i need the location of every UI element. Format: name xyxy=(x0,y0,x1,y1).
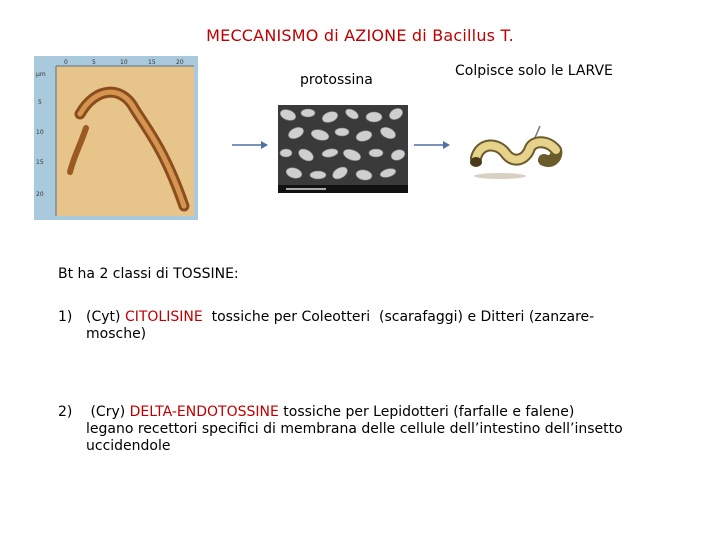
item-text: tossiche per Coleotteri (scarafaggi) e Ditteri (zanzare- xyxy=(202,309,595,325)
toxin-name: CITOLISINE xyxy=(124,309,203,325)
scale-tick: 20 xyxy=(36,191,44,198)
arrow-right-icon xyxy=(414,138,450,152)
item-prefix: (Cry) xyxy=(86,404,130,420)
item-prefix: (Cyt) xyxy=(86,309,125,325)
scale-tick: 15 xyxy=(148,59,156,66)
item-text: tossiche per Lepidotteri (farfalle e falene) xyxy=(278,404,575,420)
scale-tick: 0 xyxy=(64,59,68,66)
larve-label: Colpisce solo le LARVE xyxy=(455,63,613,79)
scale-tick: 15 xyxy=(36,159,44,166)
list-item xyxy=(58,309,658,343)
item-number: 1) xyxy=(58,309,73,325)
scale-tick: 10 xyxy=(120,59,128,66)
item-continuation: legano recettori specifici di membrana delle cellule dell’intestino dell’insetto xyxy=(86,421,623,437)
scale-tick: 10 xyxy=(36,129,44,136)
list-item xyxy=(58,404,658,455)
larva-illustration xyxy=(468,120,563,182)
item-continuation: mosche) xyxy=(86,326,147,342)
scale-tick: 5 xyxy=(92,59,96,66)
protossina-label: protossina xyxy=(300,72,373,88)
crystal-micrograph xyxy=(278,105,408,193)
arrow-right-icon xyxy=(232,138,268,152)
slide-title: MECCANISMO di AZIONE di Bacillus T. xyxy=(206,26,514,45)
scale-tick: 20 xyxy=(176,59,184,66)
item-continuation: uccidendole xyxy=(86,438,171,454)
item-number: 2) xyxy=(58,404,73,420)
scale-unit: μm xyxy=(36,71,46,78)
toxin-name: DELTA-ENDOTOSSINE xyxy=(129,404,279,420)
scale-tick: 5 xyxy=(38,99,42,106)
bacillus-micrograph xyxy=(34,56,198,220)
toxin-intro: Bt ha 2 classi di TOSSINE: xyxy=(58,266,239,282)
